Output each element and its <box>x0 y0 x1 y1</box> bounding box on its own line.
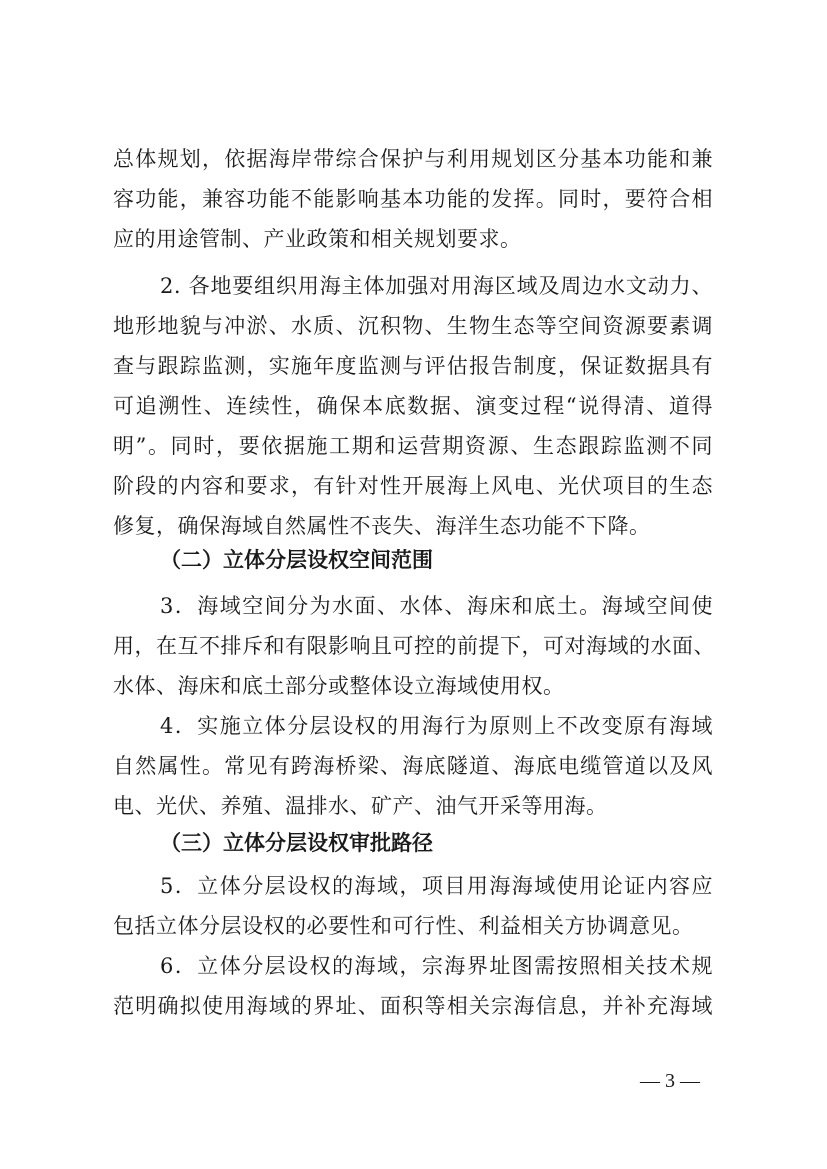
body-text-line: 查与跟踪监测，实施年度监测与评估报告制度，保证数据具有 <box>113 354 713 378</box>
body-text-line: 范明确拟使用海域的界址、面积等相关宗海信息，并补充海域 <box>113 994 713 1018</box>
body-text-line: 电、光伏、养殖、温排水、矿产、油气开采等用海。 <box>113 794 608 818</box>
body-text-line: 应的用途管制、产业政策和相关规划要求。 <box>113 227 522 251</box>
body-text-line: 可追溯性、连续性，确保本底数据、演变过程“说得清、道得 <box>113 394 713 418</box>
body-text-line: 4．实施立体分层设权的用海行为原则上不改变原有海域 <box>160 714 713 738</box>
body-text-line: 6．立体分层设权的海域，宗海界址图需按照相关技术规 <box>160 954 713 978</box>
body-text-line: 3．海域空间分为水面、水体、海床和底土。海域空间使 <box>160 594 713 618</box>
body-text-line: 总体规划，依据海岸带综合保护与利用规划区分基本功能和兼 <box>113 147 713 171</box>
section-heading: （二）立体分层设权空间范围 <box>160 548 433 572</box>
body-text-line: 地形地貌与冲淤、水质、沉积物、生物生态等空间资源要素调 <box>113 314 713 338</box>
body-text-line: 明”。同时，要依据施工期和运营期资源、生态跟踪监测不同 <box>113 434 713 458</box>
body-text-line: 5．立体分层设权的海域，项目用海海域使用论证内容应 <box>160 874 713 898</box>
body-text-line: 修复，确保海域自然属性不丧失、海洋生态功能不下降。 <box>113 514 651 538</box>
body-text-line: 水体、海床和底土部分或整体设立海域使用权。 <box>113 674 565 698</box>
body-text-line: 自然属性。常见有跨海桥梁、海底隧道、海底电缆管道以及风 <box>113 754 713 778</box>
body-text-line: 容功能，兼容功能不能影响基本功能的发挥。同时，要符合相 <box>113 187 713 211</box>
body-text-line: 包括立体分层设权的必要性和可行性、利益相关方协调意见。 <box>113 914 694 938</box>
section-heading: （三）立体分层设权审批路径 <box>160 831 433 855</box>
body-text-line: 2. 各地要组织用海主体加强对用海区域及周边水文动力、 <box>160 274 713 298</box>
body-text-line: 用，在互不排斥和有限影响且可控的前提下，可对海域的水面、 <box>113 634 715 658</box>
page-number: — 3 — <box>640 1070 700 1092</box>
body-text-line: 阶段的内容和要求，有针对性开展海上风电、光伏项目的生态 <box>113 474 713 498</box>
